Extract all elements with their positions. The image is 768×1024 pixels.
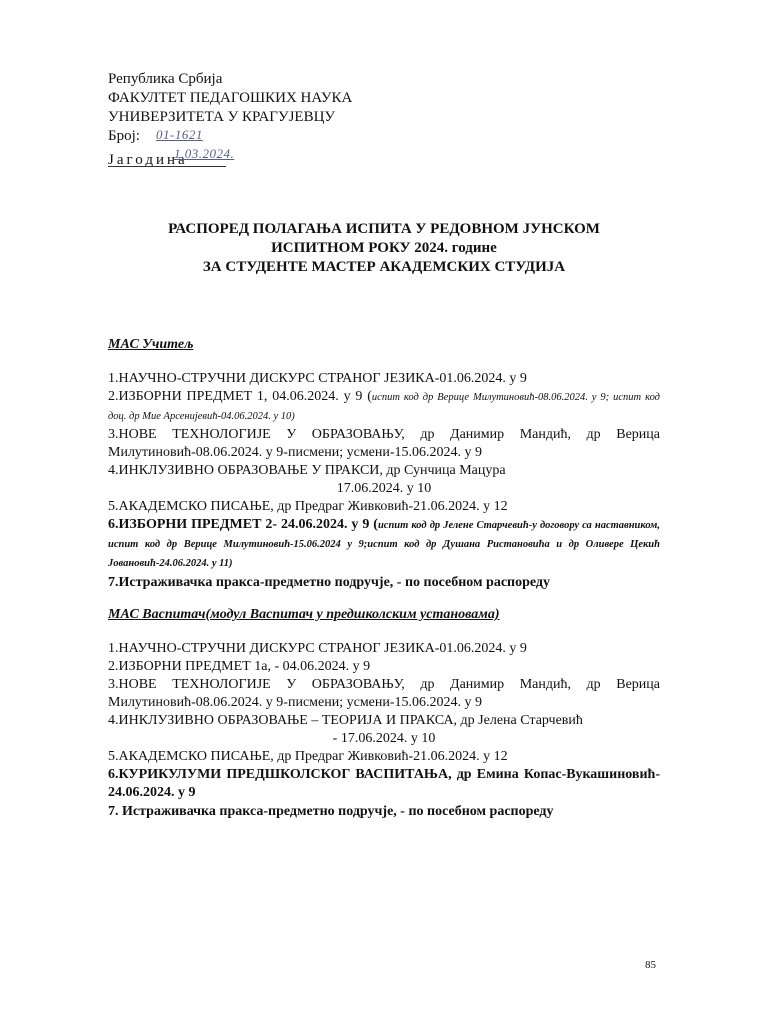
header-city: Јагодина xyxy=(108,152,188,168)
header-rule xyxy=(108,166,226,167)
title-line-2: ИСПИТНОМ РОКУ 2024. године xyxy=(271,240,497,256)
exam-item-note: испит код др Верице Милутиновић-08.06.2024. у 9; испит код доц. др Мие Арсенијевић-04.06.2024. у 10) xyxy=(108,392,660,422)
exam-list-uchitelj xyxy=(108,370,660,592)
handwritten-date: 1.03.2024. xyxy=(174,146,235,161)
exam-item: 3.НОВЕ ТЕХНОЛОГИЈЕ У ОБРАЗОВАЊУ, др Данимир Мандић, др Верица Милутиновић-08.06.2024. у 9-писмени; усмени-15.06.2024. у 9 xyxy=(108,677,660,710)
document-title xyxy=(100,220,668,277)
exam-item: 5.АКАДЕМСКО ПИСАЊЕ, др Предраг Живковић-21.06.2024. у 12 xyxy=(108,499,508,514)
exam-item xyxy=(108,388,660,426)
exam-item-note: испит код др Јелене Старчевић-у договору са наставником, испит код др Верице Милутиновић-15.06.2024 у 9;испит код др Душана Ристановића и др Оливере Цекић Јовановић-24.06.2024. у 11) xyxy=(108,520,660,569)
exam-item: 5.АКАДЕМСКО ПИСАЊЕ, др Предраг Живковић-21.06.2024. у 12 xyxy=(108,749,508,764)
header-university: УНИВЕРЗИТЕТА У КРАГУЈЕВЦУ xyxy=(108,109,336,125)
exam-item-text: 2.ИЗБОРНИ ПРЕДМЕТ 1, 04.06.2024. у 9 ( xyxy=(108,389,372,404)
exam-item: 6.КУРИКУЛУМИ ПРЕДШКОЛСКОГ ВАСПИТАЊА, др Емина Копас-Вукашиновић- 24.06.2024. у 9 xyxy=(108,767,660,800)
handwritten-number: 01-1621 xyxy=(156,127,203,142)
title-line-1: РАСПОРЕД ПОЛАГАЊА ИСПИТА У РЕДОВНОМ ЈУНСКОМ xyxy=(168,221,600,237)
exam-list-vaspitac xyxy=(108,640,660,821)
section-heading-uchitelj: МАС Учитељ xyxy=(108,337,194,352)
exam-item: 7.Истраживачка пракса-предметно подручје, - по посебном распореду xyxy=(108,575,550,590)
exam-item: 1.НАУЧНО-СТРУЧНИ ДИСКУРС СТРАНОГ ЈЕЗИКА-01.06.2024. у 9 xyxy=(108,641,527,656)
exam-item xyxy=(108,516,660,573)
exam-item xyxy=(108,712,660,748)
exam-item-date: 17.06.2024. у 10 xyxy=(336,481,432,496)
exam-item: 3.НОВЕ ТЕХНОЛОГИЈЕ У ОБРАЗОВАЊУ, др Данимир Мандић, др Верица Милутиновић-08.06.2024. у 9-писмени; усмени-15.06.2024. у 9 xyxy=(108,427,660,460)
header-faculty: ФАКУЛТЕТ ПЕДАГОШКИХ НАУКА xyxy=(108,90,353,106)
exam-item: 2.ИЗБОРНИ ПРЕДМЕТ 1а, - 04.06.2024. у 9 xyxy=(108,659,371,674)
exam-item-text: 6.ИЗБОРНИ ПРЕДМЕТ 2- 24.06.2024. у 9 ( xyxy=(108,517,378,532)
document-header xyxy=(108,70,352,170)
title-line-3: ЗА СТУДЕНТЕ МАСТЕР АКАДЕМСКИХ СТУДИЈА xyxy=(202,259,566,275)
page-number: 85 xyxy=(645,959,656,971)
exam-item-text: 4.ИНКЛУЗИВНО ОБРАЗОВАЊЕ У ПРАКСИ, др Сунчица Мацура xyxy=(108,463,506,478)
exam-item-text: 4.ИНКЛУЗИВНО ОБРАЗОВАЊЕ – ТЕОРИЈА И ПРАКСА, др Јелена Старчевић xyxy=(108,713,583,728)
exam-item-date: - 17.06.2024. у 10 xyxy=(332,731,436,746)
exam-item: 7. Истраживачка пракса-предметно подручје, - по посебном распореду xyxy=(108,804,554,819)
header-republic: Република Србија xyxy=(108,71,223,87)
exam-item xyxy=(108,462,660,498)
broj-label: Број: xyxy=(108,128,140,144)
exam-item: 1.НАУЧНО-СТРУЧНИ ДИСКУРС СТРАНОГ ЈЕЗИКА-01.06.2024. у 9 xyxy=(108,371,527,386)
section-heading-vaspitac: МАС Васпитач(модул Васпитач у предшколским установама) xyxy=(108,607,500,622)
